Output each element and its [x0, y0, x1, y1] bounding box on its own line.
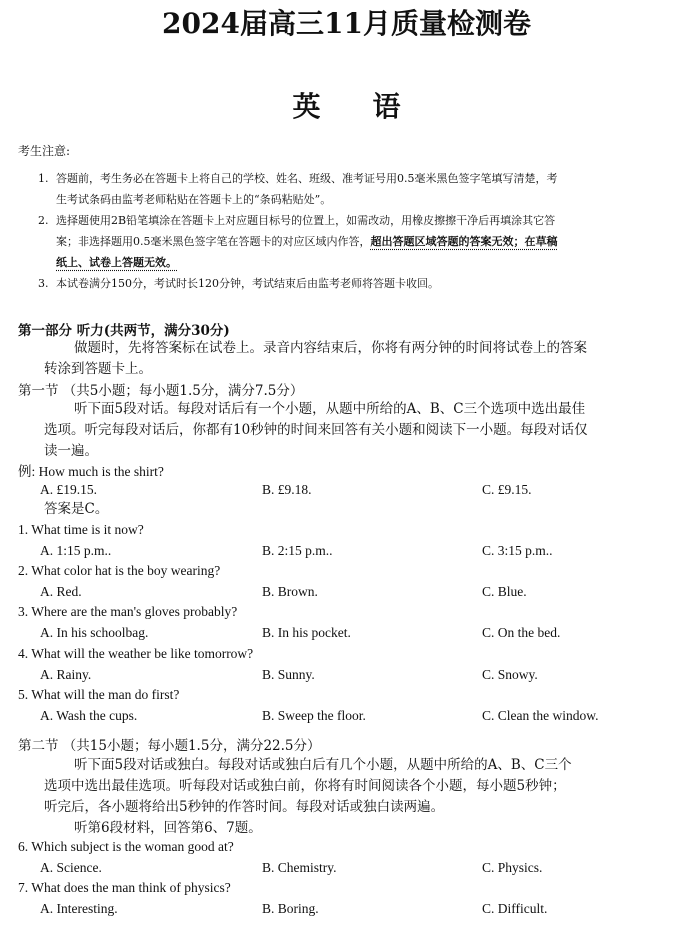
question-7: 7. What does the man think of physics? [18, 880, 231, 895]
notice-item-1: 1. 答题前，考生务必在答题卡上将自己的学校、姓名、班级、准考证号用0.5毫米黑色签字笔填写清楚，考 生考试条码由监考老师粘贴在答题卡上的“条码粘贴处”。 [38, 172, 558, 206]
example-question: 例: How much is the shirt? [18, 464, 164, 479]
question-2: 2. What color hat is the boy wearing? [18, 563, 221, 578]
question-1: 1. What time is it now? [18, 522, 144, 537]
warning-text: 超出答题区域答题的答案无效；在草稿 [370, 235, 558, 248]
subject-title: 英语 [292, 90, 453, 123]
section2-instructions: 听下面5段对话或独白。每段对话或独白后有几个小题，从题中所给的A、B、C三个 [74, 757, 572, 773]
example-answer: 答案是C。 [44, 501, 109, 517]
question-3: 3. Where are the man's gloves probably? [18, 604, 238, 619]
section1-instructions: 听下面5段对话。每段对话后有一个小题，从题中所给的A、B、C三个选项中选出最佳 [74, 401, 586, 417]
section1-heading: 第一节 （共5小题；每小题1.5分，满分7.5分） [18, 383, 304, 399]
notice-item-3: 3. 本试卷满分150分，考试时长120分钟，考试结束后由监考老师将答题卡收回。 [38, 277, 439, 290]
question-4: 4. What will the weather be like tomorrow? [18, 646, 254, 661]
question-5: 5. What will the man do first? [18, 687, 180, 702]
material-prompt: 听第6段材料，回答第6、7题。 [74, 820, 262, 836]
question-6: 6. Which subject is the woman good at? [18, 839, 234, 854]
warning-text-end: 纸上、试卷上答题无效。 [56, 256, 177, 269]
part1-heading: 第一部分 听力(共两节，满分30分) [18, 323, 230, 339]
exam-page: 2024届高三11月质量检测卷 英语 考生注意: 1. 答题前，考生务必在答题卡上将自己的学校、姓名、班级、准考证号用0.5毫米黑色签字笔填写清楚，考 生考试条码由监考老师粘贴在答题卡上的“条码粘贴处”。 2. 选择题使用2B铅笔填涂在答题卡上对应题目标号的位置上，如需改动，用橡皮擦擦干净后再填涂其它答 案；非选择题用0.5毫米黑色签字笔在答题卡的对应区域内作答，超出答题区域答题的答案无效；在草稿 纸上、试卷上答题无效。 3. 本试卷满分150分，考试时长120分钟，考试结束后由监考老师将答题卡收回。 第一部分 听力(共两节，满分30分) 做题时，先将答案标在试卷上。录音内容结束后，你将有两分钟的时间将试卷上的答案 转涂到答题卡上。 第一节 （共5小题；每小题1.5分，满分7.5分） 听下面5段对话。每段对话后有一个小题，从题中所给的A、B、C三个选项中选出最佳 选项。听完每段对话后，你都有10秒钟的时间来回答有关小题和阅读下一小题。每段对话仅 读一遍。 例: How much is the shirt? A. £19.15. B. £9.18. C. £9.15. 答案是C。 1. What time is it now? A. 1:15 p.m.. B. 2:15 p.m.. C. 3:15 p.m.. 2. What color hat is the boy wearing? A. Red. B. Brown. C. Blue. 3. Where are the man's gloves probably? A. In his schoolbag. B. In his pocket. C. On the bed. 4. What will the weather be like tomorrow? A. Rainy. B. Sunny. C. Snowy. 5. What will the man do first? A. Wash the cups. B. Sweep the floor. C. Clean the window. 第二节 （共15小题；每小题1.5分，满分22.5分） 听下面5段对话或独白。每段对话或独白后有几个小题，从题中所给的A、B、C三个 选项中选出最佳选项。听每段对话或独白前，你将有时间阅读各个小题，每小题5秒钟； 听完后，各小题将给出5秒钟的作答时间。每段对话或独白读两遍。 听第6段材料，回答第6、7题。 6. Which subject is the woman good at? A. Science. B. Chemistry. C. Physics. 7. What does the man think of physics? A. Interesting. B. Boring. C. Difficult. [0, 0, 693, 927]
notice-item-2: 2. 选择题使用2B铅笔填涂在答题卡上对应题目标号的位置上，如需改动，用橡皮擦擦干净后再填涂其它答 案；非选择题用0.5毫米黑色签字笔在答题卡的对应区域内作答，超出答题区域答题的答案无效；在草稿 纸上、试卷上答题无效。 [38, 210, 678, 273]
exam-title: 2024届高三11月质量检测卷 [162, 7, 531, 40]
part1-intro: 做题时，先将答案标在试卷上。录音内容结束后，你将有两分钟的时间将试卷上的答案 [74, 340, 587, 356]
notice-heading: 考生注意: [18, 144, 71, 158]
section2-heading: 第二节 （共15小题；每小题1.5分，满分22.5分） [18, 738, 321, 754]
